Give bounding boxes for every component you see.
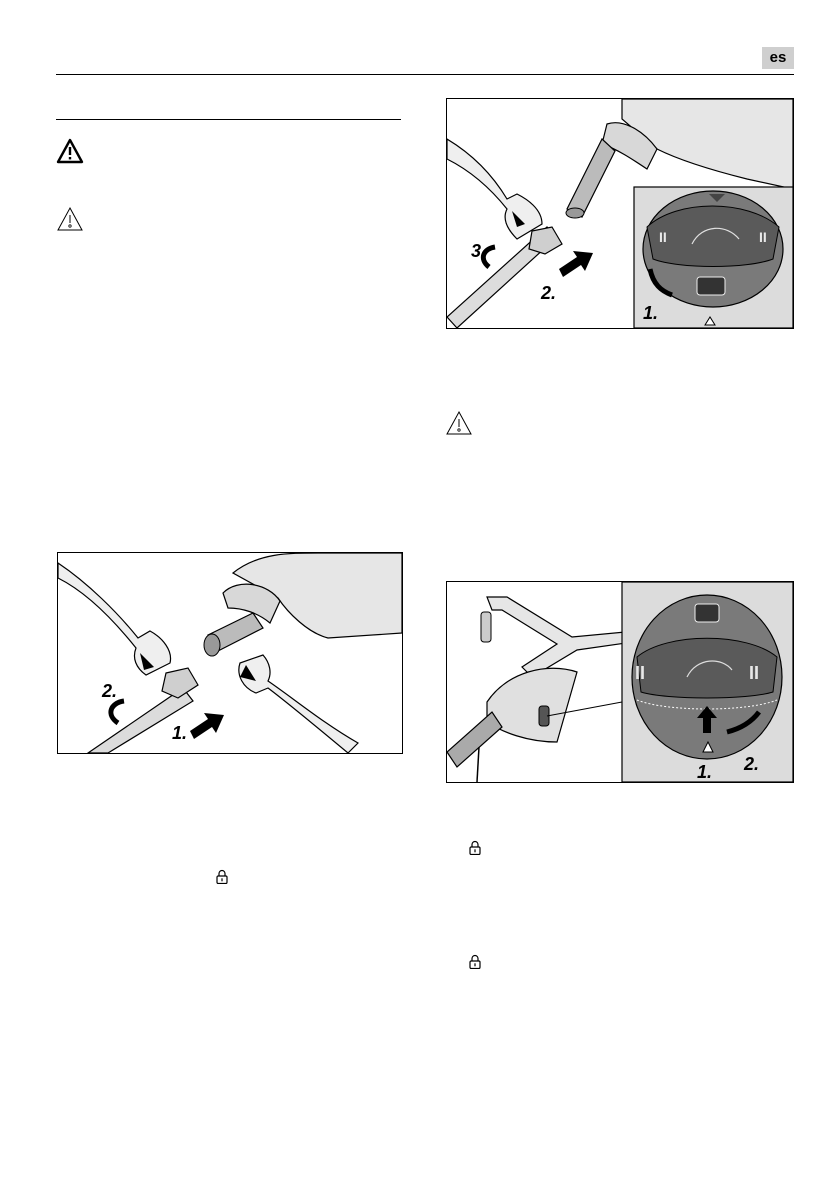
header-rule [56,74,794,75]
figure-mount-shaft [446,98,794,329]
svg-text:II: II [635,663,646,683]
padlock-icon [469,954,481,969]
caution-triangle-icon [445,410,473,436]
step-label: 3. [471,241,487,261]
figure-remove-tool [57,552,403,754]
svg-text:II: II [659,229,667,245]
svg-text:II: II [759,229,767,245]
padlock-icon [216,869,228,884]
padlock-icon [469,840,481,855]
language-badge: es [762,47,794,69]
step-label: 2. [744,754,760,774]
svg-text:II: II [749,663,760,683]
figure-switch-unlock [446,581,794,783]
caution-triangle-icon [56,206,84,232]
step-label: 1. [643,303,659,323]
step-label: 1. [697,762,713,782]
section-rule [56,119,401,120]
step-label: 2. [541,283,557,303]
step-label: 2. [102,681,118,701]
warning-triangle-icon [56,138,84,164]
step-label: 1. [172,723,188,743]
